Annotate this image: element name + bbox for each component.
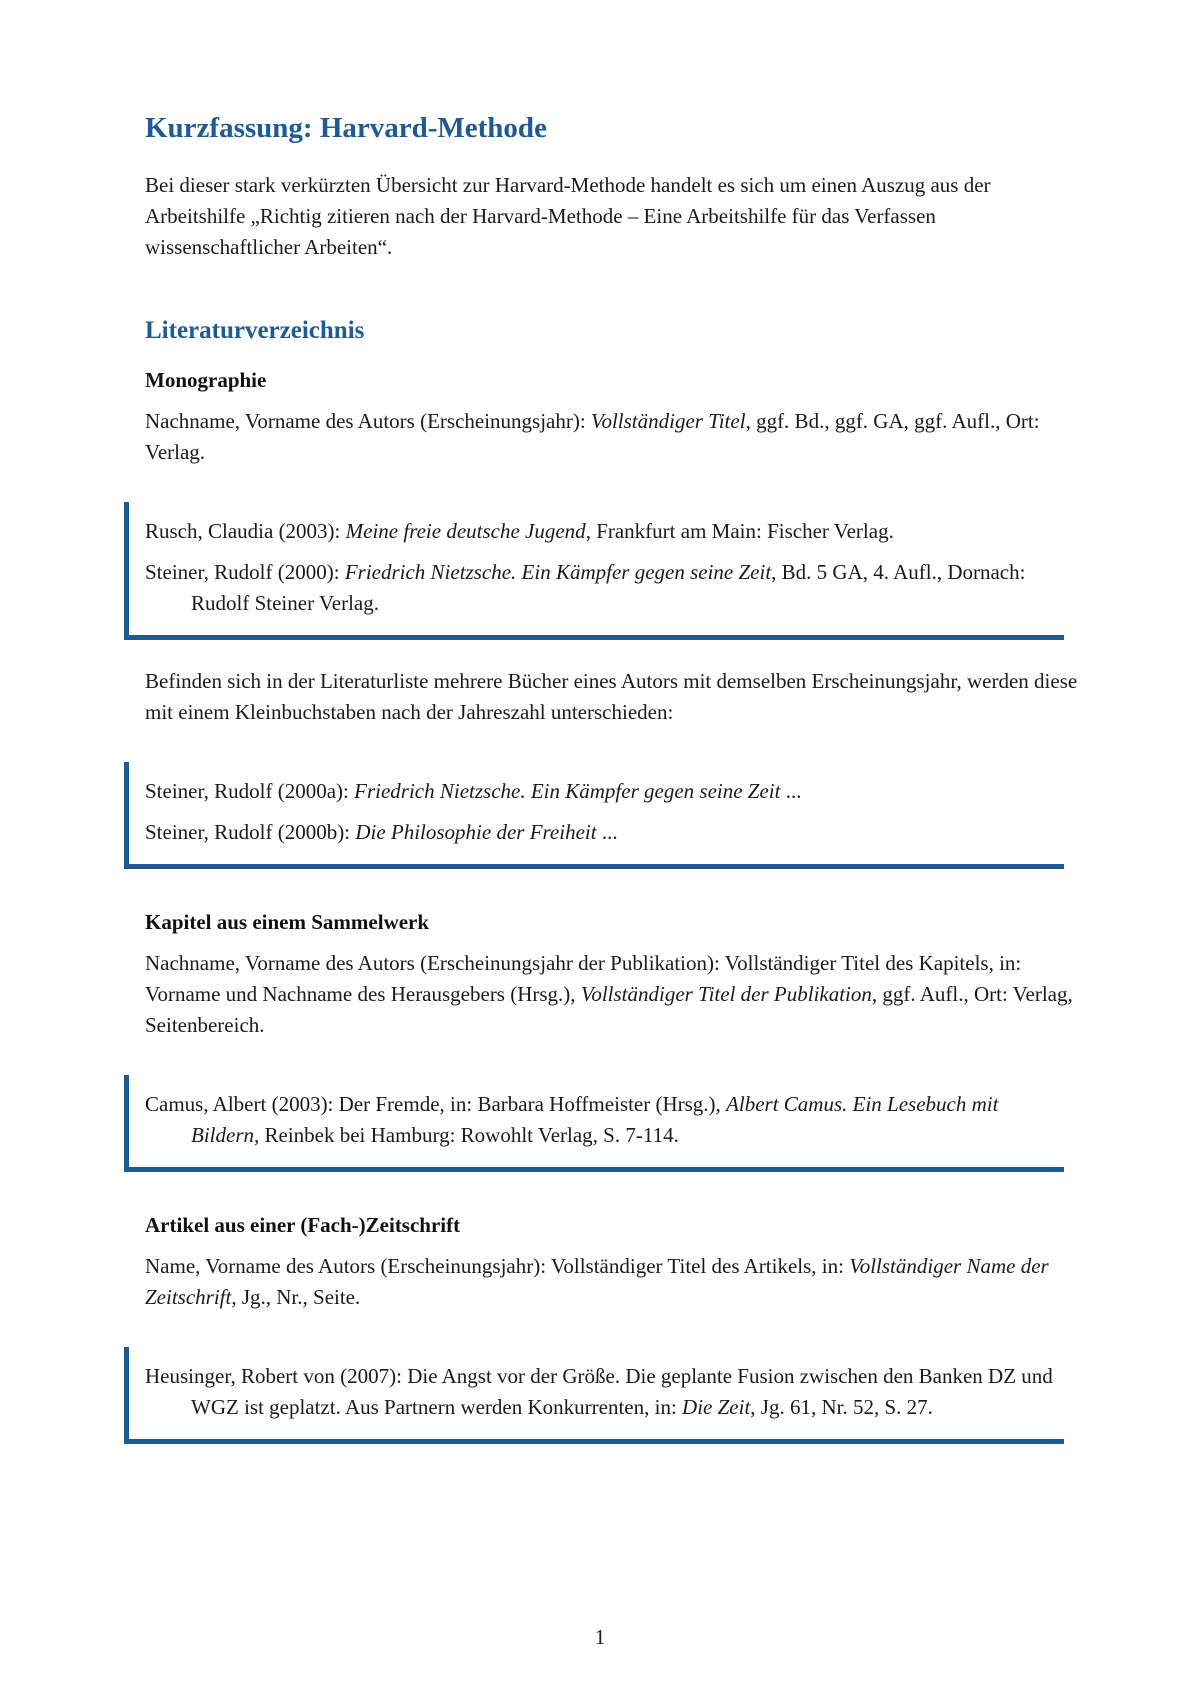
citation-pattern-artikel: [145, 1251, 1085, 1313]
pattern-text: , Jg., Nr., Seite.: [231, 1285, 361, 1310]
intro-paragraph: Bei dieser stark verkürzten Übersicht zur Harvard-Methode handelt es sich um einen Auszug aus der Arbeitshilfe „Richtig zitieren nach der Harvard-Methode – Eine Arbeitshilfe für das Verfassen wissenschaftlicher Arbeiten“.: [145, 173, 991, 260]
pattern-italic-text: Vollständiger Titel: [590, 408, 746, 433]
entry-text: , Jg. 61, Nr. 52, S. 27.: [750, 1395, 933, 1420]
example-entry: [145, 817, 1064, 848]
pattern-text: Nachname, Vorname des Autors (Erscheinungsjahr):: [145, 408, 591, 433]
pattern-text: , ggf. Bd., ggf. GA, ggf. Aufl., Ort: Verlag.: [145, 408, 1040, 464]
example-entry: [145, 1089, 1064, 1151]
section-artikel: [145, 1212, 1085, 1444]
entry-text: , Frankfurt am Main: Fischer Verlag.: [585, 518, 894, 543]
entry-italic-title: Friedrich Nietzsche. Ein Kämpfer gegen seine Zeit: [354, 778, 781, 803]
entry-italic-title: Die Philosophie der Freiheit: [355, 819, 597, 844]
subheading-monographie: Monographie: [145, 367, 267, 392]
pattern-italic-text: Vollständiger Titel der Publikation: [580, 982, 872, 1007]
example-entry: [145, 1361, 1064, 1423]
section-kapitel: [145, 909, 1085, 1172]
entry-text: Steiner, Rudolf (2000):: [145, 559, 345, 584]
pattern-text: Nachname, Vorname des Autors (Erscheinungsjahr der Publikation): Vollständiger Titel des Kapitels, in: Vorname und Nachname des Herausgebers (Hrsg.),: [145, 951, 1022, 1007]
entry-text: ...: [780, 778, 802, 803]
example-box-monographie: [124, 502, 1064, 640]
example-box-kapitel: [124, 1075, 1064, 1172]
example-entry: [145, 557, 1064, 619]
example-box-monographie-variants: [124, 762, 1064, 869]
example-entry: [145, 516, 1064, 547]
citation-pattern-monographie: [145, 406, 1085, 468]
subheading-artikel: Artikel aus einer (Fach-)Zeitschrift: [145, 1213, 461, 1238]
page-content: [145, 110, 1085, 1444]
note-paragraph: Befinden sich in der Literaturliste mehrere Bücher eines Autors mit demselben Erscheinungsjahr, werden diese mit einem Kleinbuchstaben nach der Jahreszahl unterschieden:: [145, 668, 1078, 724]
entry-text: Rusch, Claudia (2003):: [145, 518, 346, 543]
pattern-italic-text: Vollständiger Name der Zeitschrift: [145, 1254, 1049, 1310]
entry-text: , Bd. 5 GA, 4. Aufl., Dornach: Rudolf Steiner Verlag.: [191, 559, 1026, 615]
entry-text: Steiner, Rudolf (2000a):: [145, 778, 355, 803]
entry-italic-title: Albert Camus. Ein Lesebuch mit Bildern: [191, 1092, 999, 1148]
page-number: 1: [594, 1625, 606, 1649]
document-title: Kurzfassung: Harvard-Methode: [145, 112, 547, 144]
section-heading-literaturverzeichnis: Literaturverzeichnis: [145, 317, 365, 345]
entry-italic-title: Meine freie deutsche Jugend: [345, 518, 586, 543]
pattern-text: Name, Vorname des Autors (Erscheinungsjahr): Vollständiger Titel des Artikels, in:: [145, 1254, 850, 1279]
example-box-artikel: [124, 1347, 1064, 1444]
example-entry: [145, 776, 1064, 807]
entry-text: ...: [596, 819, 618, 844]
entry-italic-title: Die Zeit: [682, 1395, 751, 1420]
entry-text: Heusinger, Robert von (2007): Die Angst vor der Größe. Die geplante Fusion zwischen den Banken DZ und WGZ ist geplatzt. Aus Partnern werden Konkurrenten, in:: [145, 1364, 1053, 1420]
citation-pattern-kapitel: [145, 948, 1085, 1041]
pattern-text: , ggf. Aufl., Ort: Verlag, Seitenbereich.: [145, 982, 1073, 1038]
subheading-kapitel: Kapitel aus einem Sammelwerk: [145, 909, 430, 934]
entry-text: Steiner, Rudolf (2000b):: [145, 819, 356, 844]
section-monographie: [145, 367, 1085, 869]
entry-text: Camus, Albert (2003): Der Fremde, in: Barbara Hoffmeister (Hrsg.),: [145, 1092, 727, 1117]
entry-italic-title: Friedrich Nietzsche. Ein Kämpfer gegen seine Zeit: [344, 559, 772, 584]
entry-text: , Reinbek bei Hamburg: Rowohlt Verlag, S. 7-114.: [254, 1123, 679, 1148]
